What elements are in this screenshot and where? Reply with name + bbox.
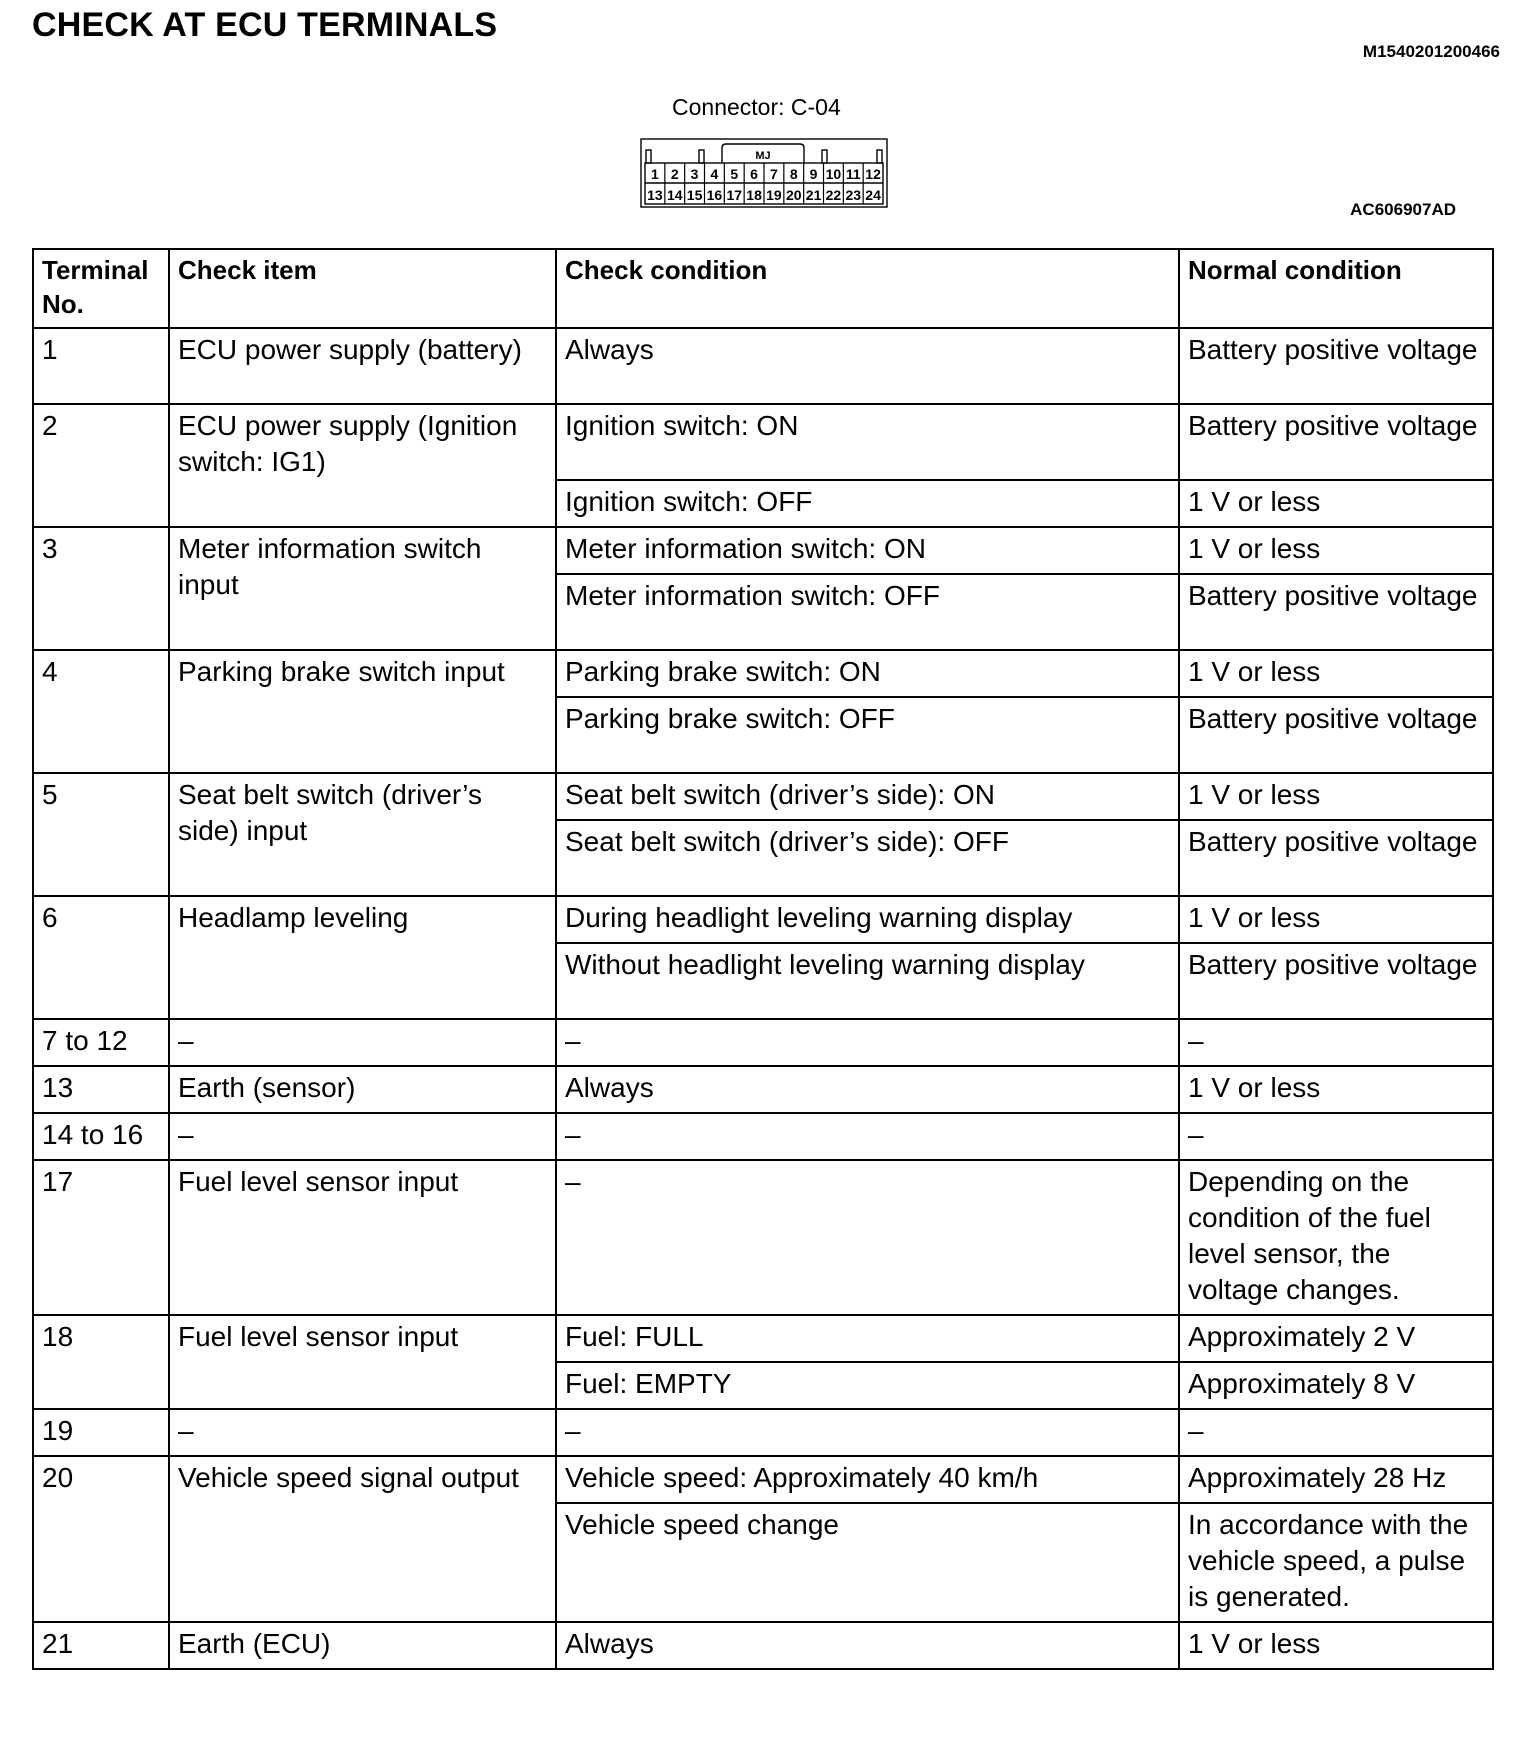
table-row [33, 896, 1493, 943]
table-row [33, 404, 1493, 480]
check-condition: During headlight leveling warning display [556, 896, 1179, 943]
check-item: – [169, 1113, 556, 1160]
page-title: CHECK AT ECU TERMINALS [32, 6, 498, 44]
normal-condition: 1 V or less [1179, 1622, 1493, 1669]
table-row [33, 527, 1493, 574]
normal-condition: 1 V or less [1179, 527, 1493, 574]
terminal-no: 4 [33, 650, 169, 773]
check-item: Earth (ECU) [169, 1622, 556, 1669]
header-terminal-no: Terminal No. [33, 249, 169, 328]
terminal-no: 21 [33, 1622, 169, 1669]
normal-condition: Battery positive voltage [1179, 943, 1493, 1019]
connector-pin-number: 18 [746, 187, 762, 203]
check-condition: Meter information switch: ON [556, 527, 1179, 574]
connector-pin-number: 13 [647, 187, 663, 203]
table-row [33, 1113, 1493, 1160]
normal-condition: In accordance with the vehicle speed, a pulse is generated. [1179, 1503, 1493, 1622]
check-condition: Always [556, 1622, 1179, 1669]
check-item: Seat belt switch (driver’s side) input [169, 773, 556, 896]
connector-diagram [640, 138, 888, 210]
connector-pin-number: 4 [710, 166, 719, 182]
connector-pin-number: 24 [865, 187, 881, 203]
connector-pin-number: 7 [770, 166, 778, 182]
check-condition: Without headlight leveling warning display [556, 943, 1179, 1019]
table-row [33, 1622, 1493, 1669]
terminal-no: 20 [33, 1456, 169, 1622]
connector-mark: MJ [755, 150, 771, 162]
header-normal-condition: Normal condition [1179, 249, 1493, 328]
normal-condition: Battery positive voltage [1179, 697, 1493, 773]
table-row [33, 1019, 1493, 1066]
connector-pin-number: 16 [706, 187, 723, 203]
check-condition: Parking brake switch: OFF [556, 697, 1179, 773]
terminal-no: 3 [33, 527, 169, 650]
check-condition: – [556, 1160, 1179, 1315]
normal-condition: 1 V or less [1179, 1066, 1493, 1113]
table-row [33, 328, 1493, 404]
normal-condition: Battery positive voltage [1179, 328, 1493, 404]
terminal-no: 6 [33, 896, 169, 1019]
check-condition: Seat belt switch (driver’s side): ON [556, 773, 1179, 820]
check-condition: Ignition switch: OFF [556, 480, 1179, 527]
connector-pin-number: 1 [651, 166, 659, 182]
check-item: Headlamp leveling [169, 896, 556, 1019]
check-item: ECU power supply (battery) [169, 328, 556, 404]
check-condition: – [556, 1019, 1179, 1066]
terminal-no: 5 [33, 773, 169, 896]
connector-pin-number: 3 [690, 166, 699, 182]
check-condition: – [556, 1113, 1179, 1160]
table-header-row [33, 249, 1493, 328]
connector-pin-number: 12 [865, 166, 881, 182]
table-row [33, 773, 1493, 820]
connector-pin-number: 14 [666, 187, 683, 203]
terminal-no: 7 to 12 [33, 1019, 169, 1066]
check-condition: Fuel: FULL [556, 1315, 1179, 1362]
table-row [33, 1409, 1493, 1456]
check-item: Parking brake switch input [169, 650, 556, 773]
header-check-item: Check item [169, 249, 556, 328]
normal-condition: 1 V or less [1179, 896, 1493, 943]
check-condition: Fuel: EMPTY [556, 1362, 1179, 1409]
connector-pin-number: 9 [809, 166, 818, 182]
check-condition: Always [556, 1066, 1179, 1113]
terminal-no: 17 [33, 1160, 169, 1315]
check-item: – [169, 1409, 556, 1456]
ecu-terminal-table [32, 248, 1494, 1670]
check-condition: Parking brake switch: ON [556, 650, 1179, 697]
normal-condition: Approximately 28 Hz [1179, 1456, 1493, 1503]
connector-pin-number: 5 [730, 166, 739, 182]
connector-pin-number: 21 [805, 187, 822, 203]
terminal-no: 19 [33, 1409, 169, 1456]
check-item: Meter information switch input [169, 527, 556, 650]
connector-pin-number: 17 [726, 187, 743, 203]
check-condition: Vehicle speed: Approximately 40 km/h [556, 1456, 1179, 1503]
check-item: Fuel level sensor input [169, 1315, 556, 1409]
normal-condition: Battery positive voltage [1179, 820, 1493, 896]
check-condition: Seat belt switch (driver’s side): OFF [556, 820, 1179, 896]
normal-condition: 1 V or less [1179, 650, 1493, 697]
connector-pin-number: 11 [845, 166, 861, 182]
connector-pin-number: 2 [670, 166, 679, 182]
table-row [33, 1066, 1493, 1113]
header-check-condition: Check condition [556, 249, 1179, 328]
check-item: ECU power supply (Ignition switch: IG1) [169, 404, 556, 527]
check-item: Vehicle speed signal output [169, 1456, 556, 1622]
table-row [33, 1315, 1493, 1362]
normal-condition: Depending on the condition of the fuel level sensor, the voltage changes. [1179, 1160, 1493, 1315]
check-condition: Always [556, 328, 1179, 404]
normal-condition: Approximately 2 V [1179, 1315, 1493, 1362]
check-condition: Ignition switch: ON [556, 404, 1179, 480]
table-row [33, 1456, 1493, 1503]
connector-label: Connector: C-04 [672, 94, 841, 120]
connector-pin-number: 20 [785, 187, 802, 203]
connector-pin-number: 6 [750, 166, 758, 182]
normal-condition: Approximately 8 V [1179, 1362, 1493, 1409]
check-condition: Meter information switch: OFF [556, 574, 1179, 650]
figure-id: AC606907AD [1350, 200, 1456, 219]
terminal-no: 2 [33, 404, 169, 527]
connector-pin-number: 22 [825, 187, 842, 203]
check-item: Fuel level sensor input [169, 1160, 556, 1315]
normal-condition: 1 V or less [1179, 773, 1493, 820]
table-row [33, 650, 1493, 697]
normal-condition: 1 V or less [1179, 480, 1493, 527]
check-item: Earth (sensor) [169, 1066, 556, 1113]
document-id: M1540201200466 [1362, 42, 1500, 61]
normal-condition: Battery positive voltage [1179, 404, 1493, 480]
table-row [33, 1160, 1493, 1315]
check-item: – [169, 1019, 556, 1066]
connector-pin-number: 10 [825, 166, 842, 182]
normal-condition: Battery positive voltage [1179, 574, 1493, 650]
normal-condition: – [1179, 1113, 1493, 1160]
connector-pin-number: 19 [766, 187, 782, 203]
terminal-no: 14 to 16 [33, 1113, 169, 1160]
check-condition: Vehicle speed change [556, 1503, 1179, 1622]
connector-pin-number: 15 [686, 187, 703, 203]
terminal-no: 1 [33, 328, 169, 404]
terminal-no: 18 [33, 1315, 169, 1409]
terminal-no: 13 [33, 1066, 169, 1113]
normal-condition: – [1179, 1019, 1493, 1066]
connector-pin-number: 23 [845, 187, 862, 203]
connector-pin-number: 8 [789, 166, 798, 182]
normal-condition: – [1179, 1409, 1493, 1456]
check-condition: – [556, 1409, 1179, 1456]
